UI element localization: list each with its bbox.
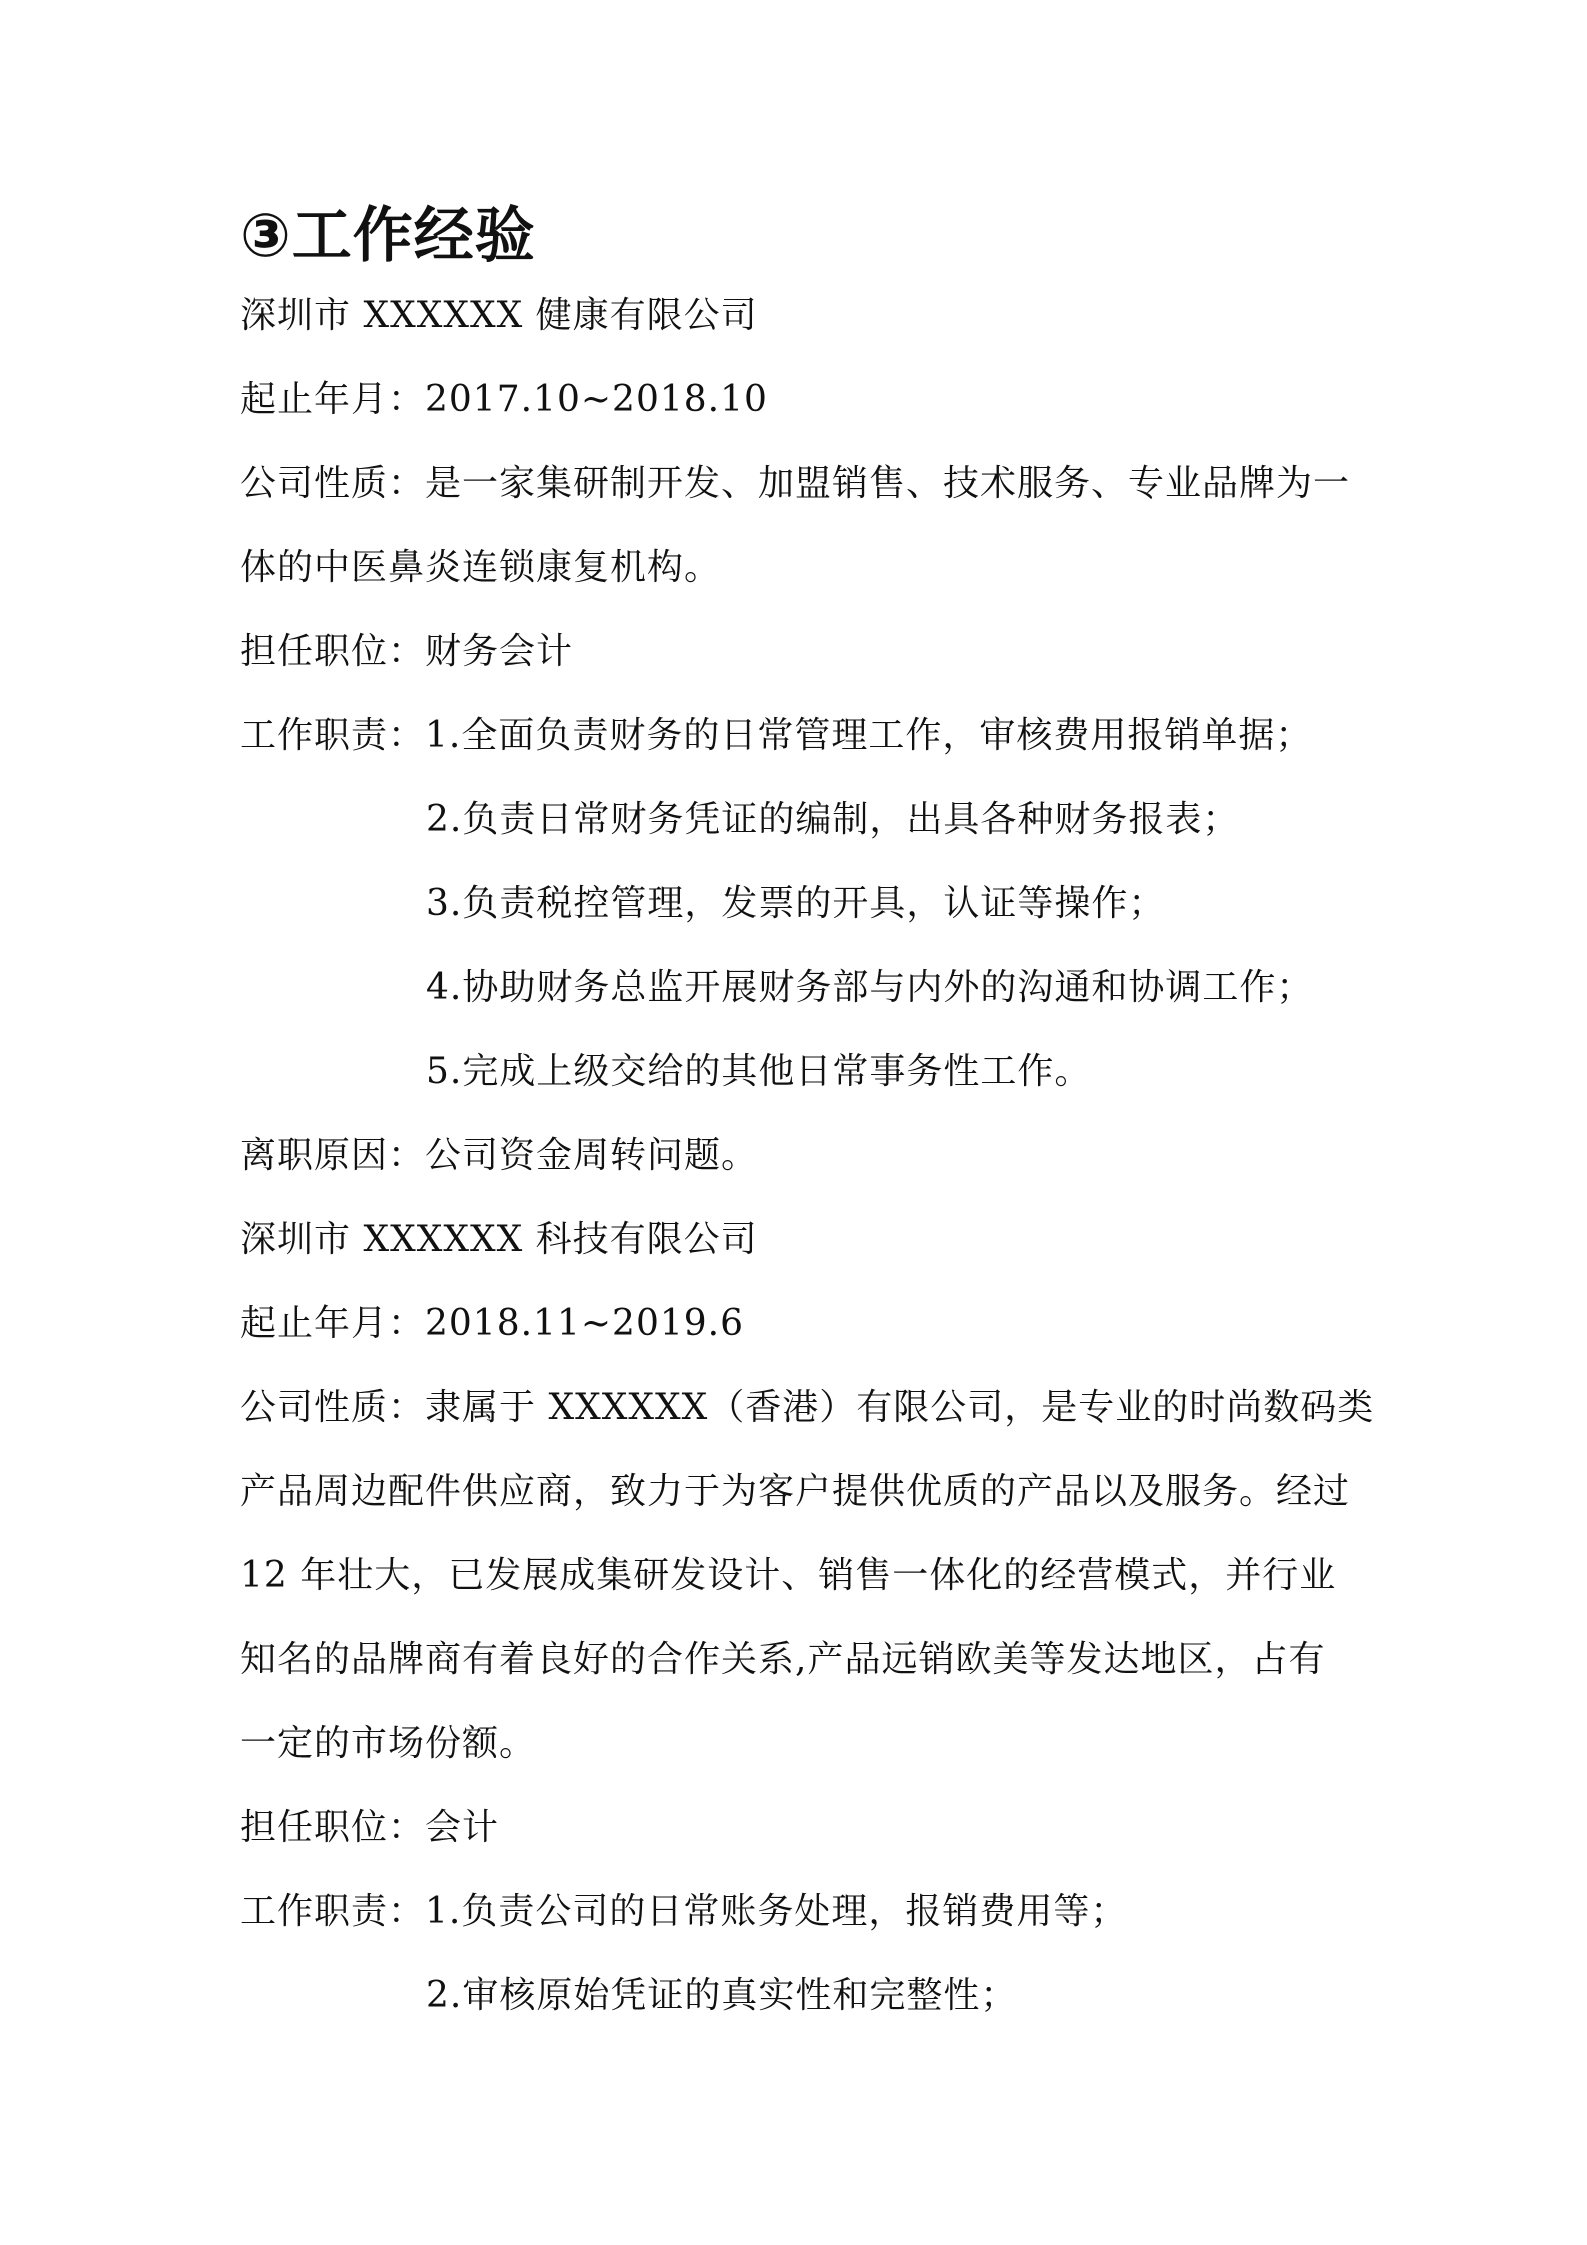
company-nature-line: 公司性质：是一家集研制开发、加盟销售、技术服务、专业品牌为一 [240,463,1351,504]
job-duty: 3.负责税控管理，发票的开具，认证等操作； [426,883,1166,924]
employment-period: 起止年月：2017.10~2018.10 [240,379,768,420]
company-nature-line: 12 年壮大，已发展成集研发设计、销售一体化的经营模式，并行业 [240,1555,1337,1596]
company-nature-line: 产品周边配件供应商，致力于为客户提供优质的产品以及服务。经过 [240,1471,1351,1512]
job-duty: 2.审核原始凭证的真实性和完整性； [426,1975,1018,2016]
job-position: 担任职位：财务会计 [240,631,574,672]
company-nature-line: 公司性质：隶属于 XXXXXX（香港）有限公司，是专业的时尚数码类 [240,1387,1375,1428]
job-position: 担任职位：会计 [240,1807,500,1848]
job-duty: 4.协助财务总监开展财务部与内外的沟通和协调工作； [426,967,1314,1008]
leave-reason: 离职原因：公司资金周转问题。 [240,1135,759,1176]
section-heading: ③工作经验 [240,201,536,271]
job-duty: 工作职责：1.负责公司的日常账务处理，报销费用等； [240,1891,1128,1932]
job-duty: 工作职责：1.全面负责财务的日常管理工作，审核费用报销单据； [240,715,1313,756]
job-duty: 5.完成上级交给的其他日常事务性工作。 [426,1051,1092,1092]
job-duty: 2.负责日常财务凭证的编制，出具各种财务报表； [426,799,1240,840]
company-name: 深圳市 XXXXXX 科技有限公司 [240,1219,758,1260]
company-nature-line: 体的中医鼻炎连锁康复机构。 [240,547,722,588]
company-nature-line: 知名的品牌商有着良好的合作关系,产品远销欧美等发达地区，占有 [240,1639,1326,1680]
company-name: 深圳市 XXXXXX 健康有限公司 [240,295,758,336]
employment-period: 起止年月：2018.11~2019.6 [240,1303,744,1344]
company-nature-line: 一定的市场份额。 [240,1723,537,1764]
